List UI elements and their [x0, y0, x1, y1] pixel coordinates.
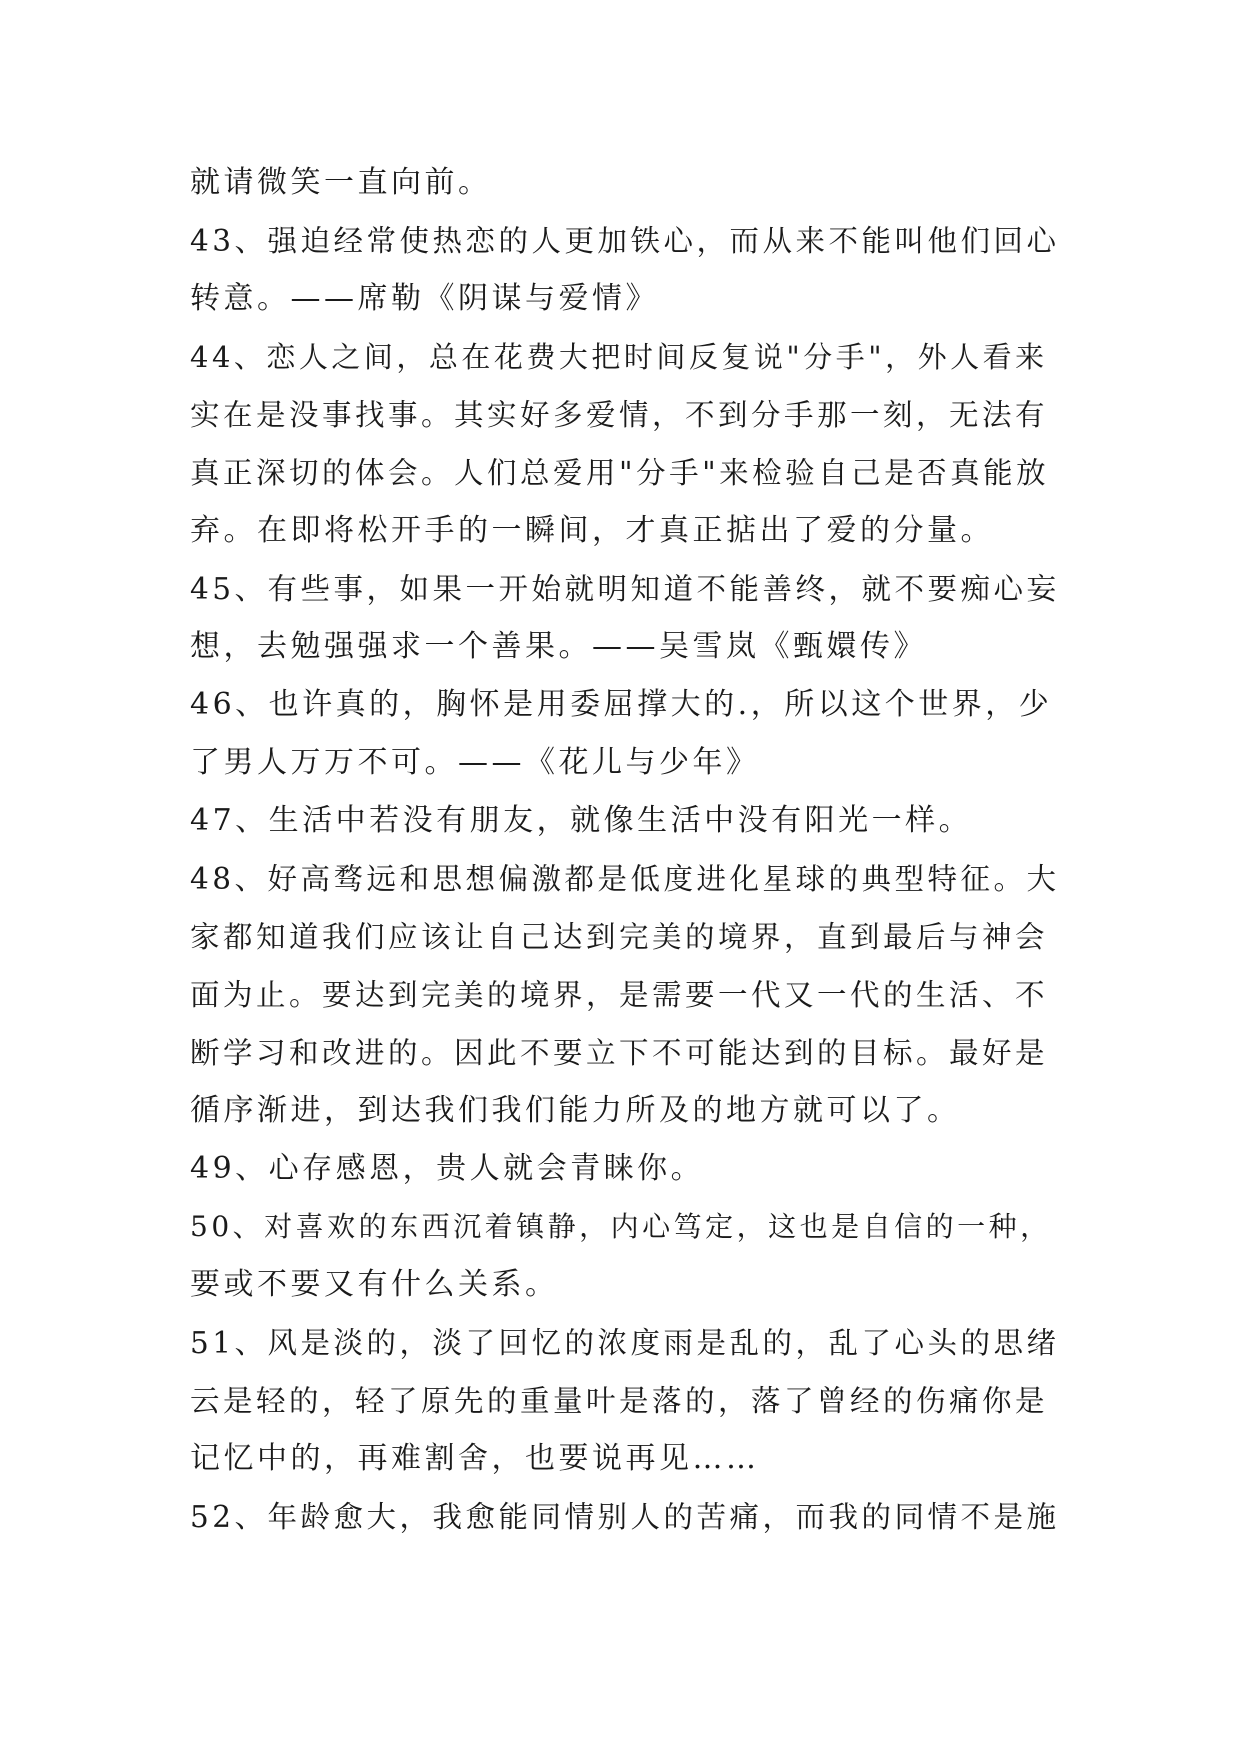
text-line: 48、好高骛远和思想偏激都是低度进化星球的典型特征。大	[190, 862, 1060, 896]
text-line: 云是轻的，轻了原先的重量叶是落的，落了曾经的伤痛你是	[190, 1384, 1049, 1418]
text-line: 实在是没事找事。其实好多爱情，不到分手那一刻，无法有	[190, 398, 1049, 432]
text-line: 46、也许真的，胸怀是用委屈撑大的.，所以这个世界，少	[190, 687, 1053, 722]
text-line: 43、强迫经常使热恋的人更加铁心，而从来不能叫他们回心	[190, 224, 1060, 258]
text-line: 要或不要又有什么关系。	[190, 1267, 559, 1302]
text-line: 真正深切的体会。人们总爱用"分手"来检验自己是否真能放	[190, 456, 1050, 490]
text-line: 弃。在即将松开手的一瞬间，才真正掂出了爱的分量。	[190, 513, 994, 548]
text-line: 就请微笑一直向前。	[190, 165, 492, 200]
text-line: 循序渐进，到达我们我们能力所及的地方就可以了。	[190, 1093, 961, 1128]
text-line: 了男人万万不可。——《花儿与少年》	[190, 745, 760, 780]
document-page	[190, 154, 1060, 1546]
text-line: 转意。——席勒《阴谋与爱情》	[190, 281, 659, 316]
text-line: 51、风是淡的，淡了回忆的浓度雨是乱的，乱了心头的思绪	[190, 1326, 1060, 1360]
text-line: 断学习和改进的。因此不要立下不可能达到的目标。最好是	[190, 1036, 1049, 1070]
text-line: 家都知道我们应该让自己达到完美的境界，直到最后与神会	[190, 920, 1049, 954]
text-line: 记忆中的，再难割舍，也要说再见……	[190, 1441, 760, 1476]
text-line: 45、有些事，如果一开始就明知道不能善终，就不要痴心妄	[190, 572, 1060, 606]
text-line: 50、对喜欢的东西沉着镇静，内心笃定，这也是自信的一种，	[190, 1210, 1052, 1243]
text-line: 52、年龄愈大，我愈能同情别人的苦痛，而我的同情不是施	[190, 1500, 1060, 1534]
text-line: 47、生活中若没有朋友，就像生活中没有阳光一样。	[190, 803, 973, 838]
text-line: 49、心存感恩，贵人就会青睐你。	[190, 1151, 705, 1186]
text-line: 面为止。要达到完美的境界，是需要一代又一代的生活、不	[190, 978, 1049, 1012]
text-line: 想，去勉强强求一个善果。——吴雪岚《甄嬛传》	[190, 629, 927, 664]
text-line: 44、恋人之间，总在花费大把时间反复说"分手"，外人看来	[190, 340, 1048, 374]
